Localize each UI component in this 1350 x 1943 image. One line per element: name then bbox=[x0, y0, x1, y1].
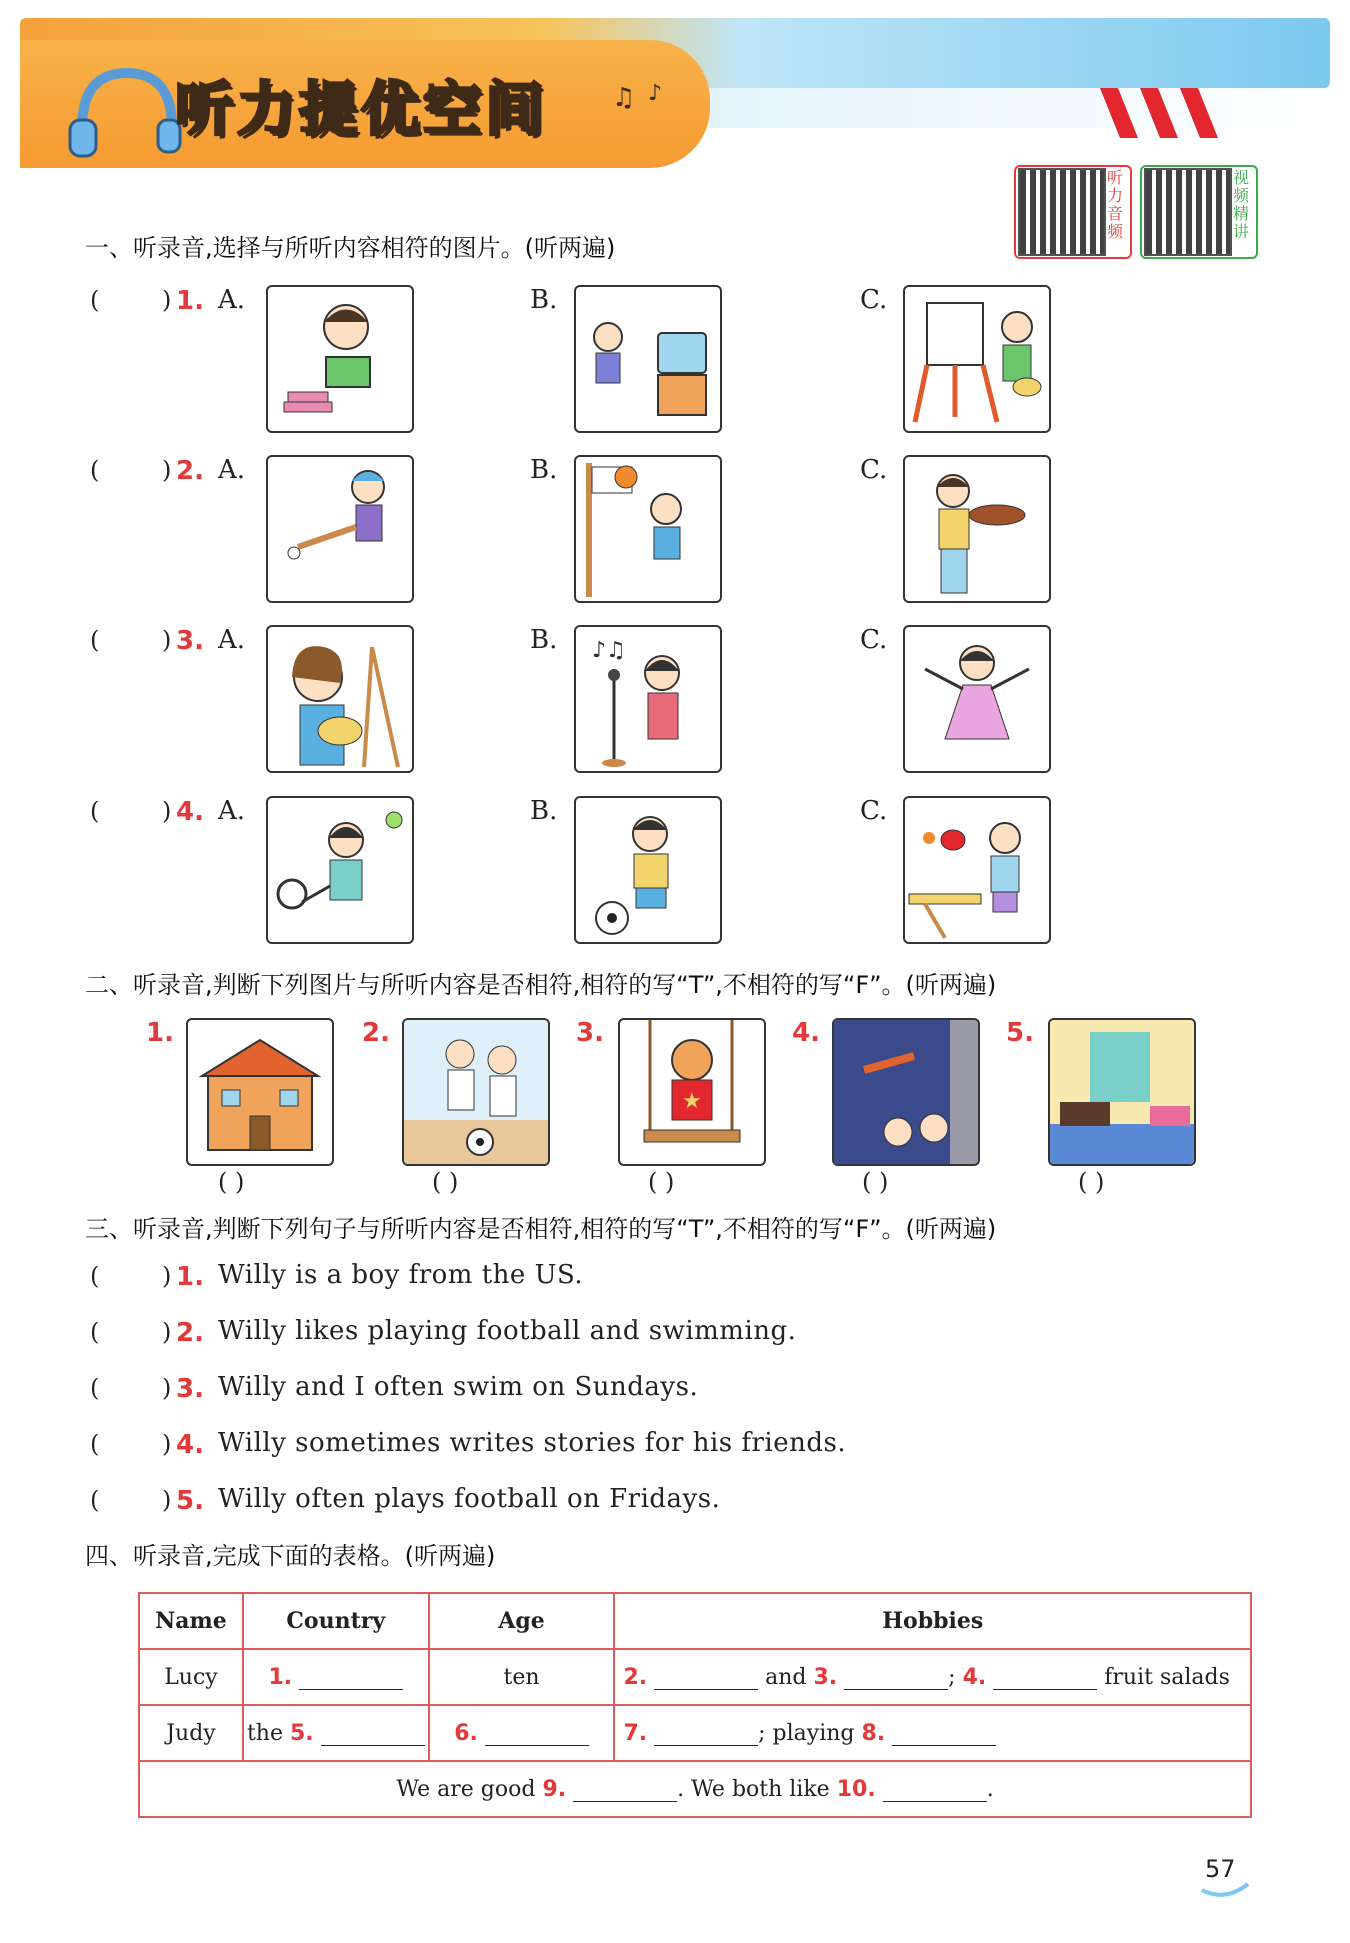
cell-hobbies bbox=[614, 1649, 1251, 1705]
picture-baseball[interactable] bbox=[266, 455, 414, 603]
answer-paren-close: ) bbox=[162, 1374, 172, 1402]
cell-summary bbox=[139, 1761, 1251, 1817]
answer-paren[interactable]: ( ) bbox=[648, 1168, 675, 1196]
option-label: B. bbox=[530, 285, 558, 315]
answer-paren-open[interactable]: ( bbox=[90, 1262, 100, 1290]
picture-living-room[interactable] bbox=[1048, 1018, 1196, 1166]
answer-paren[interactable]: ( ) bbox=[218, 1168, 245, 1196]
blank-5[interactable] bbox=[321, 1723, 425, 1746]
qr-video-frame[interactable] bbox=[1140, 165, 1258, 259]
blank-number: 2. bbox=[623, 1664, 648, 1690]
header-hobbies: Hobbies bbox=[614, 1593, 1251, 1649]
option-label: A. bbox=[218, 625, 246, 655]
answer-paren-close: ) bbox=[162, 1262, 172, 1290]
answer-paren[interactable]: ( ) bbox=[862, 1168, 889, 1196]
blank-1[interactable] bbox=[299, 1667, 403, 1690]
picture-space-movie[interactable] bbox=[832, 1018, 980, 1166]
header-light-strip bbox=[700, 88, 1330, 128]
picture-boy-painting[interactable] bbox=[903, 285, 1051, 433]
option-label: A. bbox=[218, 455, 246, 485]
blank-6[interactable] bbox=[485, 1723, 589, 1746]
sentence-number: 1. bbox=[176, 1262, 204, 1292]
page-title: 听力提优空间 bbox=[175, 75, 548, 143]
answer-paren-open: ( bbox=[90, 286, 100, 314]
option-label: C. bbox=[860, 455, 888, 485]
sentence-number: 3. bbox=[176, 1374, 204, 1404]
answer-paren-close: ) bbox=[162, 797, 172, 825]
table-row bbox=[139, 1705, 1251, 1761]
conj-and: and bbox=[765, 1664, 807, 1690]
cell-name: Lucy bbox=[139, 1649, 243, 1705]
picture-number: 2. bbox=[362, 1018, 390, 1048]
cell-country[interactable] bbox=[243, 1649, 429, 1705]
semicolon: ; bbox=[948, 1664, 956, 1690]
picture-number: 1. bbox=[146, 1018, 174, 1048]
blank-number: 3. bbox=[813, 1664, 838, 1690]
sentence-text: Willy likes playing football and swimming. bbox=[218, 1316, 797, 1346]
picture-violin[interactable] bbox=[903, 455, 1051, 603]
answer-paren-close: ) bbox=[162, 456, 172, 484]
page-number-swoosh bbox=[1200, 1880, 1250, 1900]
question-number: 4. bbox=[176, 797, 204, 827]
summary-period: . bbox=[986, 1776, 994, 1802]
section4-heading: 四、听录音,完成下面的表格。(听两遍) bbox=[85, 1542, 496, 1570]
table-header-row bbox=[139, 1593, 1251, 1649]
picture-girl-tennis[interactable] bbox=[266, 796, 414, 944]
blank-4[interactable] bbox=[993, 1667, 1097, 1690]
hobbies-table bbox=[138, 1592, 1252, 1818]
cell-hobbies bbox=[614, 1705, 1251, 1761]
sentence-text: Willy often plays football on Fridays. bbox=[218, 1484, 721, 1514]
header-country: Country bbox=[243, 1593, 429, 1649]
music-note-icon bbox=[612, 78, 682, 118]
blank-10[interactable] bbox=[883, 1779, 987, 1802]
section1-heading: 一、听录音,选择与所听内容相符的图片。(听两遍) bbox=[85, 234, 616, 262]
answer-paren-open: ( bbox=[90, 456, 100, 484]
answer-paren-close: ) bbox=[162, 1318, 172, 1346]
picture-number: 3. bbox=[576, 1018, 604, 1048]
qr-video-label: 视频精讲 bbox=[1232, 168, 1249, 241]
blank-number: 1. bbox=[268, 1664, 293, 1690]
option-label: C. bbox=[860, 796, 888, 826]
hobby-text: fruit salads bbox=[1104, 1664, 1230, 1690]
cell-age[interactable] bbox=[429, 1705, 615, 1761]
question-number: 3. bbox=[176, 626, 204, 656]
option-label: C. bbox=[860, 625, 888, 655]
qr-code-video[interactable] bbox=[1144, 168, 1232, 256]
svg-text:♪: ♪ bbox=[648, 81, 663, 106]
question-number: 2. bbox=[176, 456, 204, 486]
page-number: 57 bbox=[1205, 1855, 1236, 1883]
picture-number: 5. bbox=[1006, 1018, 1034, 1048]
qr-code-audio[interactable] bbox=[1018, 168, 1106, 256]
picture-ping-pong[interactable] bbox=[903, 796, 1051, 944]
picture-house[interactable] bbox=[186, 1018, 334, 1166]
article-the: the bbox=[246, 1720, 283, 1746]
option-label: B. bbox=[530, 455, 558, 485]
cell-age: ten bbox=[429, 1649, 615, 1705]
question-number: 1. bbox=[176, 286, 204, 316]
answer-paren-open[interactable]: ( bbox=[90, 1374, 100, 1402]
answer-paren-open[interactable]: ( bbox=[90, 1318, 100, 1346]
answer-paren[interactable]: ( ) bbox=[1078, 1168, 1105, 1196]
summary-text: We are good bbox=[396, 1776, 536, 1802]
sentence-text: Willy sometimes writes stories for his friends. bbox=[218, 1428, 847, 1458]
option-label: A. bbox=[218, 796, 246, 826]
answer-paren-close: ) bbox=[162, 1430, 172, 1458]
svg-text:♪♫: ♪♫ bbox=[592, 638, 626, 663]
option-label: B. bbox=[530, 796, 558, 826]
svg-text:♫: ♫ bbox=[612, 83, 636, 113]
sentence-number: 2. bbox=[176, 1318, 204, 1348]
section3-heading: 三、听录音,判断下列句子与所听内容是否相符,相符的写“T”,不相符的写“F”。(听两遍) bbox=[85, 1215, 997, 1243]
decorative-stripes bbox=[1100, 88, 1230, 138]
blank-9[interactable] bbox=[573, 1779, 677, 1802]
answer-paren-close: ) bbox=[162, 1486, 172, 1514]
blank-7[interactable] bbox=[654, 1723, 758, 1746]
picture-boys-football[interactable] bbox=[402, 1018, 550, 1166]
sentence-number: 5. bbox=[176, 1486, 204, 1516]
option-label: B. bbox=[530, 625, 558, 655]
blank-number: 5. bbox=[289, 1720, 314, 1746]
picture-boy-watching-tv[interactable] bbox=[574, 285, 722, 433]
blank-3[interactable] bbox=[844, 1667, 948, 1690]
cell-name: Judy bbox=[139, 1705, 243, 1761]
headphones-icon bbox=[62, 58, 182, 158]
blank-number: 4. bbox=[962, 1664, 987, 1690]
answer-paren-open[interactable]: ( bbox=[90, 1486, 100, 1514]
cell-country[interactable] bbox=[243, 1705, 429, 1761]
table-summary-row bbox=[139, 1761, 1251, 1817]
blank-number: 7. bbox=[623, 1720, 648, 1746]
qr-audio-frame[interactable] bbox=[1014, 165, 1132, 259]
blank-number: 8. bbox=[861, 1720, 886, 1746]
sentence-text: Willy and I often swim on Sundays. bbox=[218, 1372, 699, 1402]
header-name: Name bbox=[139, 1593, 243, 1649]
picture-boy-football[interactable] bbox=[574, 796, 722, 944]
picture-woman-painting[interactable] bbox=[266, 625, 414, 773]
picture-basketball[interactable] bbox=[574, 455, 722, 603]
section2-heading: 二、听录音,判断下列图片与所听内容是否相符,相符的写“T”,不相符的写“F”。(听两遍) bbox=[85, 971, 997, 999]
answer-paren[interactable]: ( ) bbox=[432, 1168, 459, 1196]
semicolon: ; bbox=[758, 1720, 766, 1746]
answer-paren-open[interactable]: ( bbox=[90, 1430, 100, 1458]
picture-cat-swing[interactable] bbox=[618, 1018, 766, 1166]
table-row bbox=[139, 1649, 1251, 1705]
blank-number: 9. bbox=[542, 1776, 567, 1802]
qr-audio-label: 听力音频 bbox=[1106, 168, 1123, 241]
answer-paren-open: ( bbox=[90, 797, 100, 825]
answer-paren-close: ) bbox=[162, 626, 172, 654]
blank-number: 10. bbox=[836, 1776, 876, 1802]
sentence-number: 4. bbox=[176, 1430, 204, 1460]
option-label: A. bbox=[218, 285, 246, 315]
picture-girl-dancing[interactable] bbox=[903, 625, 1051, 773]
summary-text: . We both like bbox=[677, 1776, 830, 1802]
blank-number: 6. bbox=[454, 1720, 478, 1746]
picture-girl-singing[interactable] bbox=[574, 625, 722, 773]
answer-paren-open: ( bbox=[90, 626, 100, 654]
option-label: C. bbox=[860, 285, 888, 315]
picture-boy-reading[interactable] bbox=[266, 285, 414, 433]
svg-text:★: ★ bbox=[682, 1089, 702, 1114]
picture-number: 4. bbox=[792, 1018, 820, 1048]
blank-2[interactable] bbox=[654, 1667, 758, 1690]
answer-paren-close: ) bbox=[162, 286, 172, 314]
header-age: Age bbox=[429, 1593, 615, 1649]
blank-8[interactable] bbox=[892, 1723, 996, 1746]
sentence-text: Willy is a boy from the US. bbox=[218, 1260, 584, 1290]
hobby-text: playing bbox=[772, 1720, 855, 1746]
